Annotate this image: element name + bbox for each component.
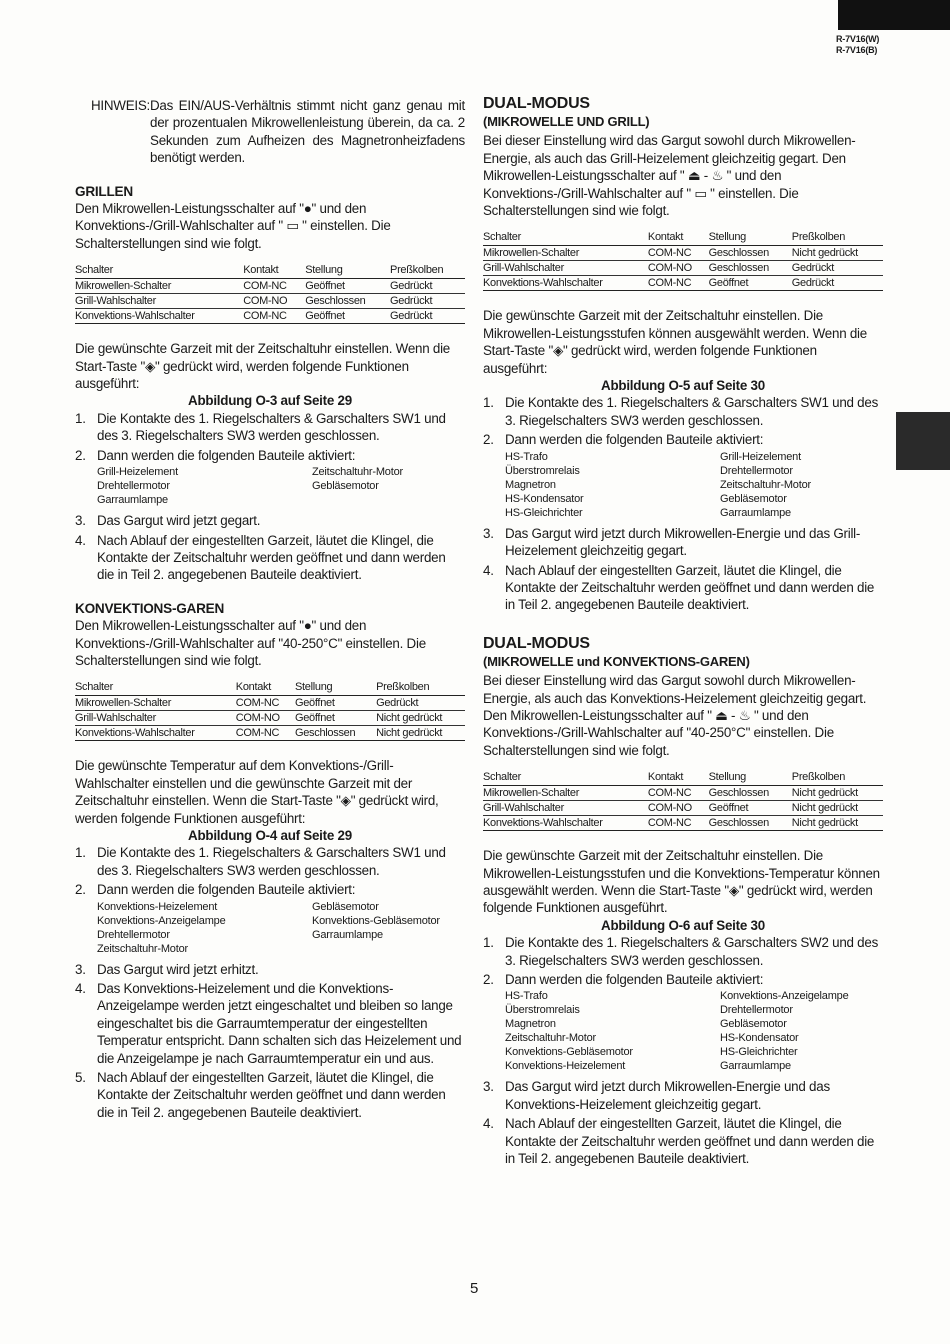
table-row	[483, 246, 883, 261]
col-header: Schalter	[75, 262, 243, 279]
table-cell: Geschlossen	[305, 294, 390, 309]
part-item: Drehtellermotor	[720, 464, 793, 477]
col-header: Schalter	[75, 679, 236, 696]
list-item	[75, 961, 465, 978]
step-number: 1.	[483, 395, 494, 411]
table-cell: Grill-Wahlschalter	[75, 294, 243, 309]
part-item: Garraumlampe	[720, 506, 791, 519]
konv-steps	[75, 844, 465, 1121]
col-header: Schalter	[483, 769, 648, 786]
table-row	[483, 276, 883, 291]
table-cell: Gedrückt	[792, 276, 883, 291]
col-header: Kontakt	[648, 769, 709, 786]
step-number: 3.	[483, 1079, 494, 1095]
table-cell: COM-NC	[648, 786, 709, 801]
col-header: Kontakt	[648, 229, 709, 246]
grill-switch-table	[75, 262, 465, 324]
table-cell: Konvektions-Wahlschalter	[483, 276, 648, 291]
part-item: HS-Gleichrichter	[505, 506, 583, 519]
table-cell: Geöffnet	[305, 279, 390, 294]
table-row	[75, 279, 465, 294]
col-header: Stellung	[305, 262, 390, 279]
part-item: Grill-Heizelement	[97, 466, 178, 479]
table-cell: Mikrowellen-Schalter	[483, 246, 648, 261]
list-item	[75, 1069, 465, 1121]
part-item: Zeitschaltuhr-Motor	[720, 478, 811, 491]
step-number: 3.	[75, 513, 86, 529]
table-cell: COM-NC	[243, 309, 305, 324]
table-cell: Nicht gedrückt	[376, 711, 465, 726]
step-number: 4.	[483, 562, 494, 578]
page-number: 5	[470, 1280, 479, 1297]
table-cell: Gedrückt	[390, 279, 465, 294]
list-item	[483, 1078, 883, 1113]
table-cell: Geöffnet	[305, 309, 390, 324]
dual2-steps	[483, 934, 883, 1167]
part-item: Grill-Heizelement	[720, 450, 801, 463]
table-cell: Grill-Wahlschalter	[483, 801, 648, 816]
konv-after-text: Die gewünschte Temperatur auf dem Konvektions-/Grill-Wahlschalter einstellen und die gewünschte Garzeit mit der Zeitschaltuhr einstellen. Wenn die Start-Taste "◈" gedrückt wird, werden folgende Funktionen ausgeführt:	[75, 758, 439, 826]
step-number: 2.	[75, 882, 86, 898]
table-cell: Geöffnet	[295, 711, 376, 726]
table-cell: COM-NC	[648, 246, 709, 261]
dual2-subheading: (MIKROWELLE und KONVEKTIONS-GAREN)	[483, 653, 750, 669]
part-item: Magnetron	[505, 478, 556, 491]
step-number: 4.	[483, 1116, 494, 1132]
list-item	[75, 512, 465, 529]
dual2-intro: Bei dieser Einstellung wird das Gargut sowohl durch Mikrowellen-Energie, als auch das Konvektions-Heizelement gleichzeitig gegart. Den Mikrowellen-Leistungsschalter auf " ⏏ - ♨ " und den Konvektions-/Grill-Wahlschalter auf "40-250°C" einstellen. Die Schalterstellungen sind wie folgt.	[483, 673, 867, 758]
part-item: Überstromrelais	[505, 464, 580, 477]
table-row	[483, 786, 883, 801]
table-cell: Gedrückt	[792, 261, 883, 276]
part-item: Konvektions-Gebläsemotor	[312, 914, 440, 927]
grill-steps	[75, 410, 465, 584]
list-item	[483, 934, 883, 969]
col-header: Stellung	[709, 229, 792, 246]
list-item	[75, 881, 465, 958]
step-body	[505, 971, 883, 1076]
grill-after-text: Die gewünschte Garzeit mit der Zeitschaltuhr einstellen. Wenn die Start-Taste "◈" gedrückt wird, werden folgende Funktionen ausgeführt:	[75, 341, 450, 392]
part-item: Zeitschaltuhr-Motor	[505, 1032, 596, 1045]
table-cell: COM-NC	[648, 816, 709, 831]
list-item	[483, 525, 883, 560]
konv-intro: Den Mikrowellen-Leistungsschalter auf "●" und den Konvektions-/Grill-Wahlschalter auf "40-250°C" einstellen. Die Schalterstellungen sind wie folgt.	[75, 618, 426, 668]
table-cell: Geschlossen	[709, 246, 792, 261]
part-item: Gebläsemotor	[720, 492, 787, 505]
dual2-switch-table	[483, 769, 883, 831]
step-number: 2.	[75, 447, 86, 463]
table-header-row	[483, 229, 883, 246]
list-item	[483, 394, 883, 429]
step-text: Die Kontakte des 1. Riegelschalters & Garschalters SW2 und des 3. Riegelschalters SW3 werden geschlossen.	[505, 935, 879, 968]
step-text: Nach Ablauf der eingestellten Garzeit, läutet die Klingel, die Kontakte der Zeitschaltuhr werden geöffnet und dann werden die in Teil 2. angegebenen Bauteile deaktiviert.	[97, 1070, 446, 1120]
col-header: Stellung	[709, 769, 792, 786]
step-text: Das Gargut wird jetzt durch Mikrowellen-Energie und das Grill-Heizelement gleichzeitig gegart.	[505, 525, 861, 559]
table-cell: Geschlossen	[709, 816, 792, 831]
part-item: Konvektions-Heizelement	[97, 900, 218, 913]
part-item: Zeitschaltuhr-Motor	[312, 466, 403, 479]
col-header: Preßkolben	[792, 769, 883, 786]
step-number: 5.	[75, 1070, 86, 1086]
left-column	[75, 97, 465, 1123]
table-cell: Gedrückt	[376, 696, 465, 711]
table-cell: COM-NO	[648, 801, 709, 816]
grill-figure-ref: Abbildung O-3 auf Seite 29	[188, 393, 352, 409]
col-header: Stellung	[295, 679, 376, 696]
col-header: Schalter	[483, 229, 648, 246]
model-line-b: R-7V16(B)	[836, 45, 878, 55]
step-text: Das Konvektions-Heizelement und die Konvektions-Anzeigelampe werden jetzt eingeschaltet und bleiben so lange eingeschaltet bis die Garraumtemperatur der eingestellten Temperatur entspricht. Dann schalten sich das Heizelement und die Anzeigelampe je nach Garraumtemperatur ein und aus.	[97, 981, 462, 1066]
part-item	[312, 493, 465, 507]
table-cell: COM-NC	[236, 726, 295, 741]
table-cell: Geöffnet	[295, 696, 376, 711]
dual1-after-text: Die gewünschte Garzeit mit der Zeitschaltuhr einstellen. Die Mikrowellen-Leistungsstufen können ausgewählt werden. Wenn die Start-Taste "◈" gedrückt wird, werden folgende Funktionen ausgeführt:	[483, 308, 867, 376]
table-header-row	[483, 769, 883, 786]
step-number: 3.	[483, 525, 494, 541]
dual1-figure-ref: Abbildung O-5 auf Seite 30	[601, 378, 765, 394]
step-number: 3.	[75, 961, 86, 977]
table-cell: Nicht gedrückt	[376, 726, 465, 741]
table-cell: Gedrückt	[390, 294, 465, 309]
dual1-intro: Bei dieser Einstellung wird das Gargut sowohl durch Mikrowellen-Energie, als auch das Grill-Heizelement gleichzeitig gegart. Den Mikrowellen-Leistungsschalter auf " ⏏ - ♨ " und den Konvektions-/Grill-Wahlschalter auf " ▭ " einstellen. Die Schalterstellungen sind wie folgt.	[483, 133, 856, 219]
hint-label: HINWEIS:	[91, 98, 151, 113]
table-cell: Gedrückt	[390, 309, 465, 324]
col-header: Preßkolben	[792, 229, 883, 246]
step-number: 2.	[483, 432, 494, 448]
step-text: Das Gargut wird jetzt erhitzt.	[97, 961, 259, 977]
dual2-after-text: Die gewünschte Garzeit mit der Zeitschaltuhr einstellen. Die Mikrowellen-Leistungsstufen und die Konvektions-Temperatur können ausgewählt werden. Wenn die Start-Taste "◈" gedrückt wird, werden folgende Funktionen ausgeführt.	[483, 848, 880, 916]
list-item	[483, 1115, 883, 1167]
step-text: Das Gargut wird jetzt gegart.	[97, 513, 261, 529]
table-cell: Geöffnet	[709, 801, 792, 816]
table-cell: COM-NO	[243, 294, 305, 309]
col-header: Preßkolben	[390, 262, 465, 279]
table-cell: COM-NC	[236, 696, 295, 711]
table-cell: Mikrowellen-Schalter	[483, 786, 648, 801]
step-body	[97, 447, 465, 510]
table-row	[483, 816, 883, 831]
list-item	[75, 410, 465, 445]
list-item	[75, 532, 465, 584]
table-header-row	[75, 679, 465, 696]
hint-text: Das EIN/AUS-Verhältnis stimmt nicht ganz genau mit der prozentualen Mikrowellenleistung überein, da ca. 2 Sekunden zum Aufheizen des Magnetronheizfadens benötigt werden.	[150, 98, 465, 166]
step-body	[97, 881, 465, 958]
step-text: Dann werden die folgenden Bauteile aktiviert:	[97, 447, 356, 463]
part-item: HS-Kondensator	[720, 1032, 799, 1045]
table-cell: Geschlossen	[295, 726, 376, 741]
konv-switch-table	[75, 679, 465, 741]
right-column	[483, 94, 883, 1169]
table-cell: Grill-Wahlschalter	[75, 711, 236, 726]
table-row	[75, 294, 465, 309]
step-text: Das Gargut wird jetzt durch Mikrowellen-Energie und das Konvektions-Heizelement gleichzeitig gegart.	[505, 1079, 830, 1112]
step-number: 4.	[75, 981, 86, 996]
step-body	[505, 431, 883, 522]
table-row	[483, 801, 883, 816]
table-cell: COM-NC	[648, 276, 709, 291]
grill-intro: Den Mikrowellen-Leistungsschalter auf "●" und den Konvektions-/Grill-Wahlschalter auf " ▭ " einstellen. Die Schalterstellungen sind wie folgt.	[75, 201, 391, 251]
col-header: Kontakt	[236, 679, 295, 696]
part-item: Konvektions-Heizelement	[505, 1060, 626, 1073]
table-cell: Nicht gedrückt	[792, 246, 883, 261]
part-item: Konvektions-Anzeigelampe	[720, 990, 849, 1003]
step-text: Nach Ablauf der eingestellten Garzeit, läutet die Klingel, die Kontakte der Zeitschaltuhr werden geöffnet und dann werden die in Teil 2. angegebenen Bauteile deaktiviert.	[505, 1116, 875, 1167]
list-item	[75, 447, 465, 510]
table-row	[75, 696, 465, 711]
dual1-subheading: (MIKROWELLE UND GRILL)	[483, 114, 650, 129]
list-item	[75, 844, 465, 879]
step-text: Die Kontakte des 1. Riegelschalters & Garschalters SW1 und des 3. Riegelschalters SW3 werden geschlossen.	[97, 845, 446, 878]
part-item: Drehtellermotor	[97, 928, 170, 941]
table-row	[483, 261, 883, 276]
table-cell: Konvektions-Wahlschalter	[483, 816, 648, 831]
part-item: Zeitschaltuhr-Motor	[97, 942, 188, 955]
parts-list	[505, 989, 883, 1073]
step-number: 1.	[75, 845, 86, 861]
parts-list	[505, 450, 883, 520]
table-cell: Konvektions-Wahlschalter	[75, 309, 243, 324]
step-number: 2.	[483, 972, 494, 987]
table-row	[75, 309, 465, 324]
list-item	[75, 980, 465, 1067]
hint-block	[91, 97, 465, 167]
part-item: Drehtellermotor	[97, 480, 170, 493]
step-text: Nach Ablauf der eingestellten Garzeit, läutet die Klingel, die Kontakte der Zeitschaltuhr werden geöffnet und dann werden die in Teil 2. angegebenen Bauteile deaktiviert.	[97, 532, 446, 583]
parts-list	[97, 900, 465, 956]
table-cell: Geschlossen	[709, 786, 792, 801]
part-item: Drehtellermotor	[720, 1004, 793, 1017]
dual1-steps	[483, 394, 883, 613]
parts-list	[97, 465, 465, 507]
table-cell: Geöffnet	[709, 276, 792, 291]
table-cell: COM-NO	[648, 261, 709, 276]
part-item	[312, 942, 465, 956]
list-item	[483, 971, 883, 1076]
step-number: 4.	[75, 532, 86, 548]
step-text: Dann werden die folgenden Bauteile aktiviert:	[505, 972, 764, 987]
part-item: HS-Gleichrichter	[720, 1046, 798, 1059]
table-cell: Nicht gedrückt	[792, 786, 883, 801]
part-item: Garraumlampe	[312, 928, 383, 941]
part-item: Konvektions-Anzeigelampe	[97, 914, 226, 927]
table-row	[75, 726, 465, 741]
step-number: 1.	[75, 410, 86, 426]
model-line-w: R-7V16(W)	[836, 34, 880, 44]
table-cell: COM-NC	[243, 279, 305, 294]
dual2-heading: DUAL-MODUS	[483, 634, 590, 652]
dual1-heading: DUAL-MODUS	[483, 95, 590, 112]
step-text: Die Kontakte des 1. Riegelschalters & Garschalters SW1 und des 3. Riegelschalters SW3 werden geschlossen.	[505, 395, 879, 428]
part-item: Garraumlampe	[97, 494, 168, 507]
part-item: Gebläsemotor	[312, 900, 379, 913]
step-number: 1.	[483, 935, 494, 951]
dual1-switch-table	[483, 229, 883, 291]
list-item	[483, 431, 883, 522]
part-item: HS-Trafo	[505, 450, 548, 463]
model-number	[836, 34, 879, 56]
part-item: Überstromrelais	[505, 1004, 580, 1017]
list-item	[483, 562, 883, 614]
part-item: HS-Kondensator	[505, 492, 584, 505]
part-item: Gebläsemotor	[312, 480, 379, 493]
table-header-row	[75, 262, 465, 279]
col-header: Preßkolben	[376, 679, 465, 696]
table-cell: Mikrowellen-Schalter	[75, 279, 243, 294]
table-cell: Geschlossen	[709, 261, 792, 276]
table-row	[75, 711, 465, 726]
grill-heading: GRILLEN	[75, 183, 133, 199]
part-item: Magnetron	[505, 1018, 556, 1031]
dual2-figure-ref: Abbildung O-6 auf Seite 30	[601, 917, 765, 933]
step-text: Dann werden die folgenden Bauteile aktiviert:	[505, 432, 764, 448]
step-text: Nach Ablauf der eingestellten Garzeit, läutet die Klingel, die Kontakte der Zeitschaltuhr werden geöffnet und dann werden die in Teil 2. angegebenen Bauteile deaktiviert.	[505, 562, 875, 613]
step-text: Dann werden die folgenden Bauteile aktiviert:	[97, 882, 356, 898]
table-cell: Grill-Wahlschalter	[483, 261, 648, 276]
part-item: Garraumlampe	[720, 1060, 791, 1073]
table-cell: Nicht gedrückt	[792, 801, 883, 816]
section-edge-tab	[896, 412, 950, 470]
konv-heading: KONVEKTIONS-GAREN	[75, 600, 225, 616]
part-item: HS-Trafo	[505, 990, 548, 1003]
table-cell: Nicht gedrückt	[792, 816, 883, 831]
part-item: Konvektions-Gebläsemotor	[505, 1046, 633, 1059]
col-header: Kontakt	[243, 262, 305, 279]
table-cell: Konvektions-Wahlschalter	[75, 726, 236, 741]
table-cell: Mikrowellen-Schalter	[75, 696, 236, 711]
part-item: Gebläsemotor	[720, 1018, 787, 1031]
table-cell: COM-NO	[236, 711, 295, 726]
corner-black-tab	[838, 0, 950, 30]
konv-figure-ref: Abbildung O-4 auf Seite 29	[188, 827, 352, 843]
step-text: Die Kontakte des 1. Riegelschalters & Garschalters SW1 und des 3. Riegelschalters SW3 werden geschlossen.	[97, 410, 446, 444]
